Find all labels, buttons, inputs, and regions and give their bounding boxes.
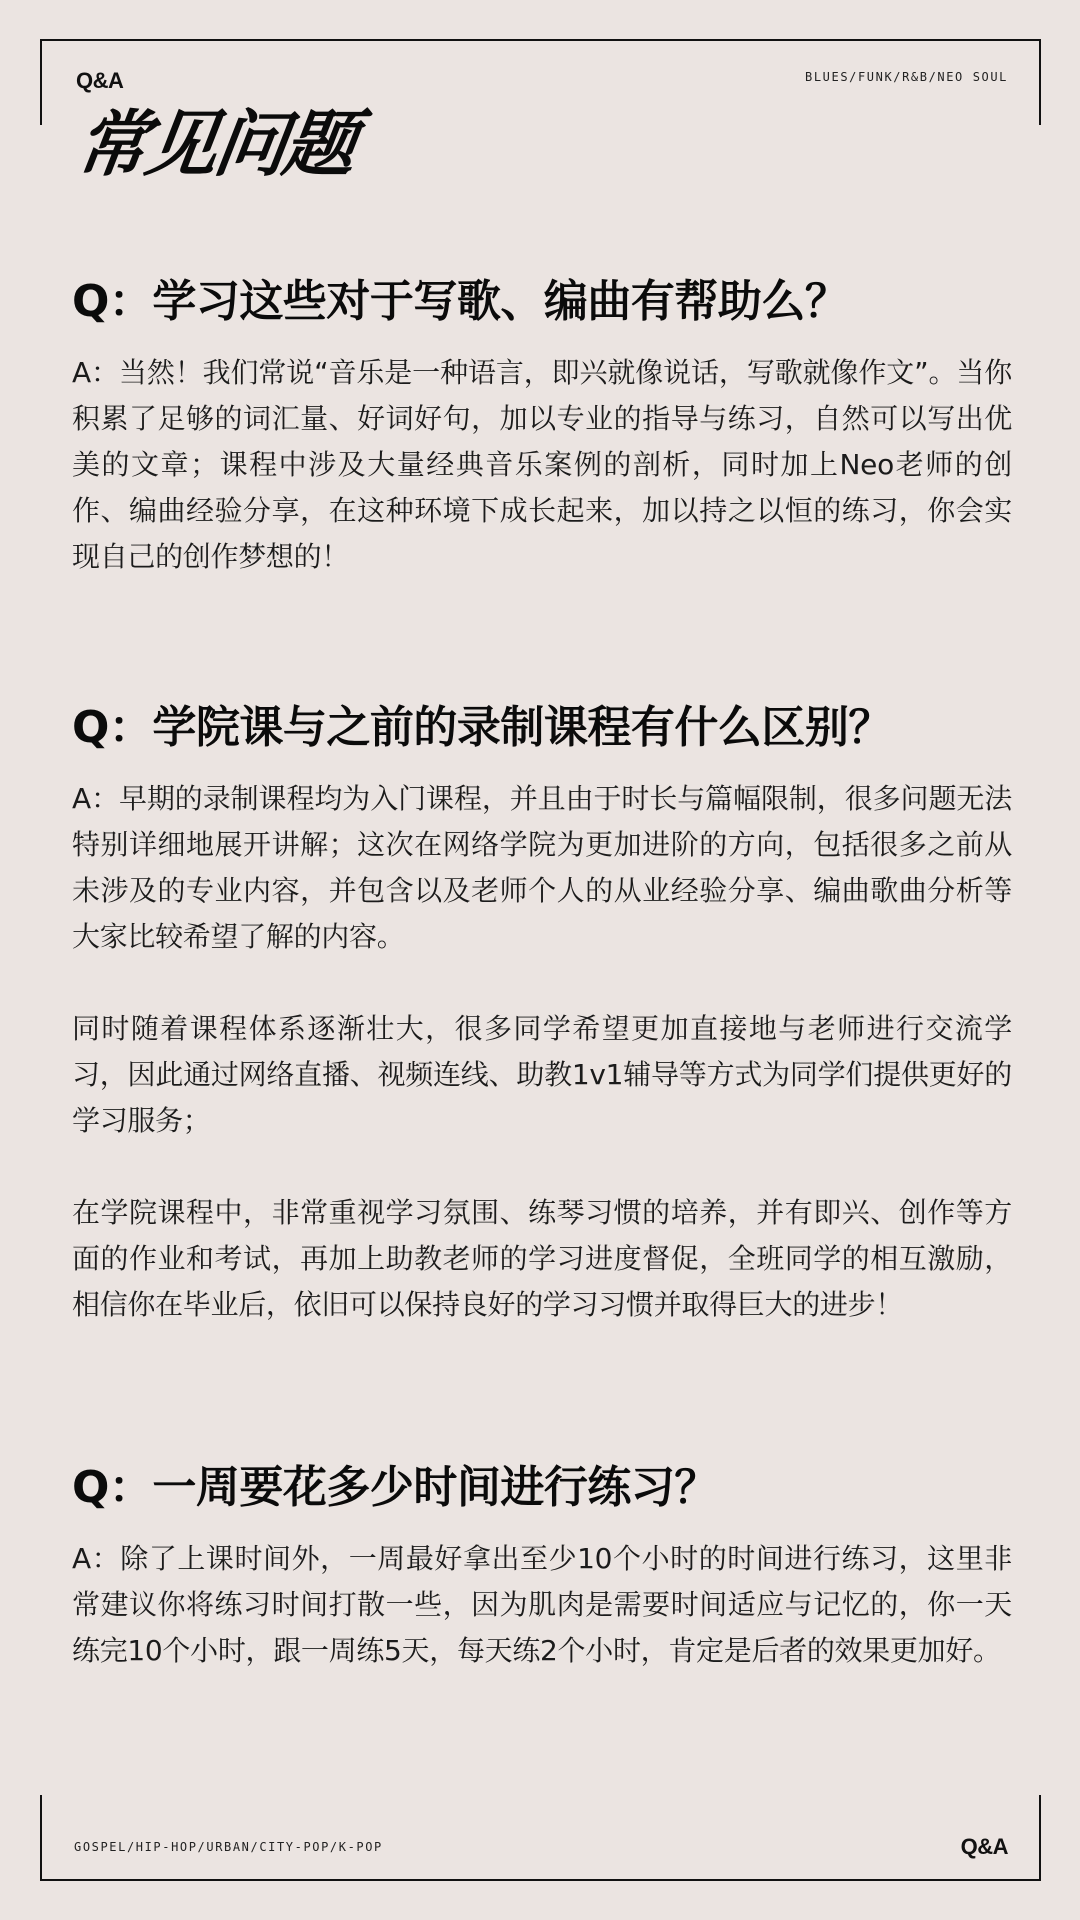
faq-answer: 在学院课程中，非常重视学习氛围、练琴习惯的培养，并有即兴、创作等方面的作业和考试，再加上助教老师的学习进度督促，全班同学的相互激励，相信你在毕业后，依旧可以保持良好的学习习惯并取得巨大的进步！: [72, 1196, 1012, 1321]
header-qa-logo: Q&A: [76, 68, 124, 93]
footer-genre-tag: GOSPEL/HIP-HOP/URBAN/CITY-POP/K-POP: [74, 1840, 383, 1854]
faq-answer: 同时随着课程体系逐渐壮大，很多同学希望更加直接地与老师进行交流学习，因此通过网络直播、视频连线、助教1v1辅导等方式为同学们提供更好的学习服务；: [72, 1012, 1012, 1137]
faq-item-1: [72, 272, 1012, 580]
header-genre-tag: BLUES/FUNK/R&B/NEO SOUL: [805, 70, 1008, 84]
faq-item-2: [72, 698, 1012, 1328]
faq-question: Q：一周要花多少时间进行练习？: [72, 1462, 718, 1513]
frame-bottom-right-vertical: [1039, 1795, 1041, 1881]
frame-top-line: [40, 39, 1041, 41]
page-title: 常见问题: [71, 102, 359, 186]
frame-bottom-line: [40, 1879, 1041, 1881]
faq-item-3: [72, 1458, 1012, 1674]
faq-question: Q：学院课与之前的录制课程有什么区别？: [72, 702, 892, 753]
frame-top-left-vertical: [40, 39, 42, 125]
footer-qa-logo: Q&A: [960, 1834, 1008, 1859]
faq-answer: A：早期的录制课程均为入门课程，并且由于时长与篇幅限制，很多问题无法特别详细地展开讲解；这次在网络学院为更加进阶的方向，包括很多之前从未涉及的专业内容，并包含以及老师个人的从业经验分享、编曲歌曲分析等大家比较希望了解的内容。: [72, 782, 1012, 953]
faq-answer: A：当然！我们常说“音乐是一种语言，即兴就像说话，写歌就像作文”。当你积累了足够的词汇量、好词好句，加以专业的指导与练习，自然可以写出优美的文章；课程中涉及大量经典音乐案例的剖析，同时加上Neo老师的创作、编曲经验分享，在这种环境下成长起来，加以持之以恒的练习，你会实现自己的创作梦想的！: [72, 356, 1012, 573]
frame-bottom-left-vertical: [40, 1795, 42, 1881]
frame-top-right-vertical: [1039, 39, 1041, 125]
faq-question: Q：学习这些对于写歌、编曲有帮助么？: [72, 276, 849, 327]
faq-answer: A：除了上课时间外，一周最好拿出至少10个小时的时间进行练习，这里非常建议你将练习时间打散一些，因为肌肉是需要时间适应与记忆的，你一天练完10个小时，跟一周练5天，每天练2个小时，肯定是后者的效果更加好。: [72, 1542, 1012, 1667]
